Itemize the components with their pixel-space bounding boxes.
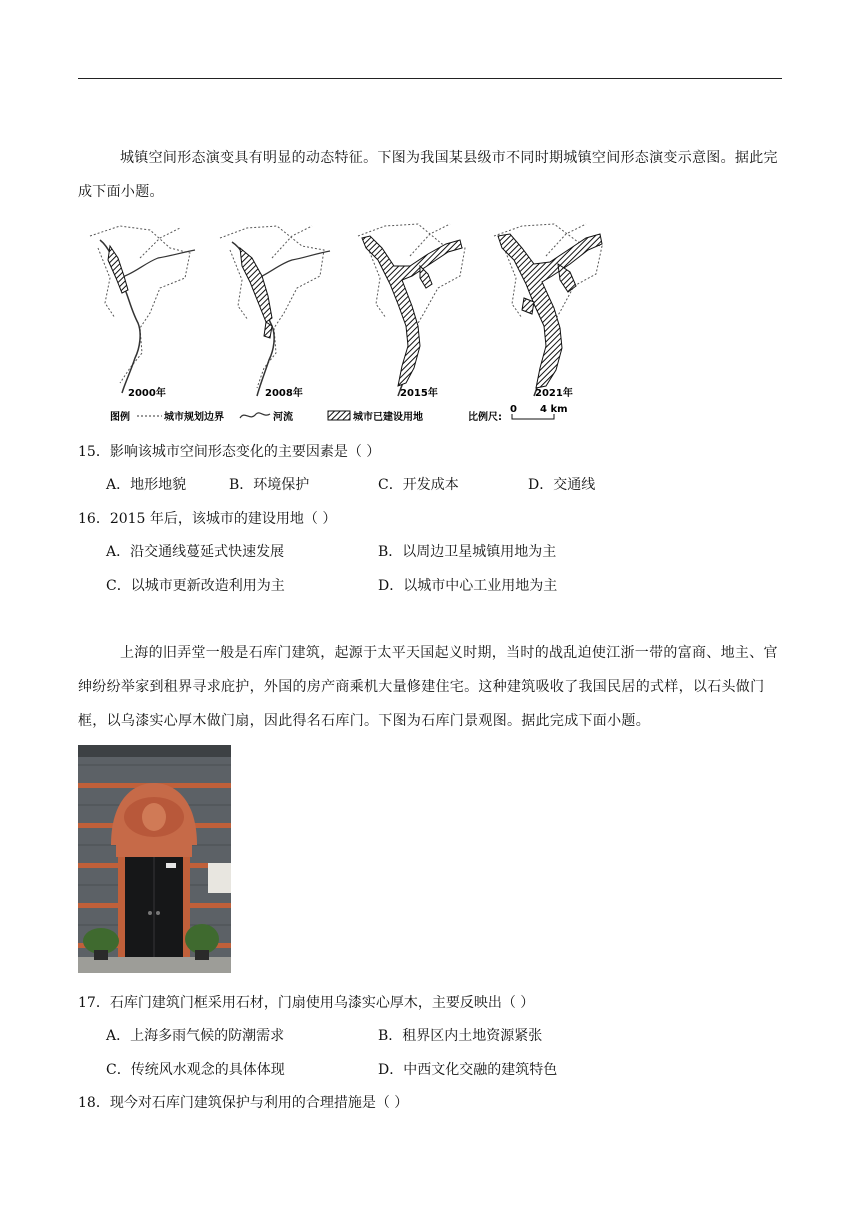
q17-option-b: B．租界区内土地资源紧张 (378, 1028, 543, 1044)
q16-option-d: D．以城市中心工业用地为主 (378, 578, 558, 594)
map-year-label: 2015年 (400, 388, 438, 399)
map-year-label: 2000年 (128, 388, 166, 399)
q15-option-c: C．开发成本 (378, 477, 459, 493)
scale-value: 4 km (540, 404, 568, 415)
q16-option-c: C．以城市更新改造利用为主 (106, 578, 285, 594)
question-17-stem: 17．石库门建筑门框采用石材，门扇使用乌漆实心厚木，主要反映出（ ） (78, 995, 535, 1011)
question-16-stem: 16．2015 年后，该城市的建设用地（ ） (78, 511, 337, 527)
intro-paragraph-2: 上海的旧弄堂一般是石库门建筑，起源于太平天国起义时期，当时的战乱迫使江浙一带的富商、地主、官绅纷纷举家到租界寻求庇护，外国的房产商乘机大量修建住宅。这种建筑吸收了我国民居的式样，以石头做门框，以乌漆实心厚木做门扇，因此得名石库门。下图为石库门景观图。据此完成下面小题。 (78, 645, 778, 729)
map-year-label: 2008年 (265, 388, 303, 399)
legend-title: 图例 (110, 412, 130, 423)
q16-option-a: A．沿交通线蔓延式快速发展 (106, 544, 285, 560)
q17-option-d: D．中西文化交融的建筑特色 (378, 1062, 558, 1078)
legend-boundary: 城市规划边界 (164, 412, 224, 423)
map-2008 (220, 226, 330, 396)
map-2000 (90, 226, 195, 393)
question-15-stem: 15．影响该城市空间形态变化的主要因素是（ ） (78, 444, 381, 460)
q15-option-d: D．交通线 (528, 477, 596, 493)
intro-paragraph-1: 城镇空间形态演变具有明显的动态特征。下图为我国某县级市不同时期城镇空间形态演变示意图。据此完成下面小题。 (78, 150, 778, 200)
map-year-label: 2021年 (535, 388, 573, 399)
built-legend-swatch (328, 411, 350, 420)
q15-option-a: A．地形地貌 (106, 477, 187, 493)
header-rule (78, 78, 782, 79)
city-expansion-maps (80, 218, 610, 428)
q17-option-c: C．传统风水观念的具体体现 (106, 1062, 285, 1078)
shikumen-photo (78, 745, 231, 973)
river-legend-line (240, 413, 270, 418)
q16-option-b: B．以周边卫星城镇用地为主 (378, 544, 557, 560)
q17-option-a: A．上海多雨气候的防潮需求 (106, 1028, 285, 1044)
scale-label: 比例尺: (468, 412, 502, 423)
legend-river: 河流 (273, 412, 293, 423)
scale-zero: 0 (510, 404, 517, 415)
map-2021 (494, 224, 602, 396)
question-18-stem: 18．现今对石库门建筑保护与利用的合理措施是（ ） (78, 1095, 409, 1111)
map-2015 (358, 224, 465, 396)
q15-option-b: B．环境保护 (229, 477, 310, 493)
legend-built: 城市已建设用地 (353, 412, 423, 423)
